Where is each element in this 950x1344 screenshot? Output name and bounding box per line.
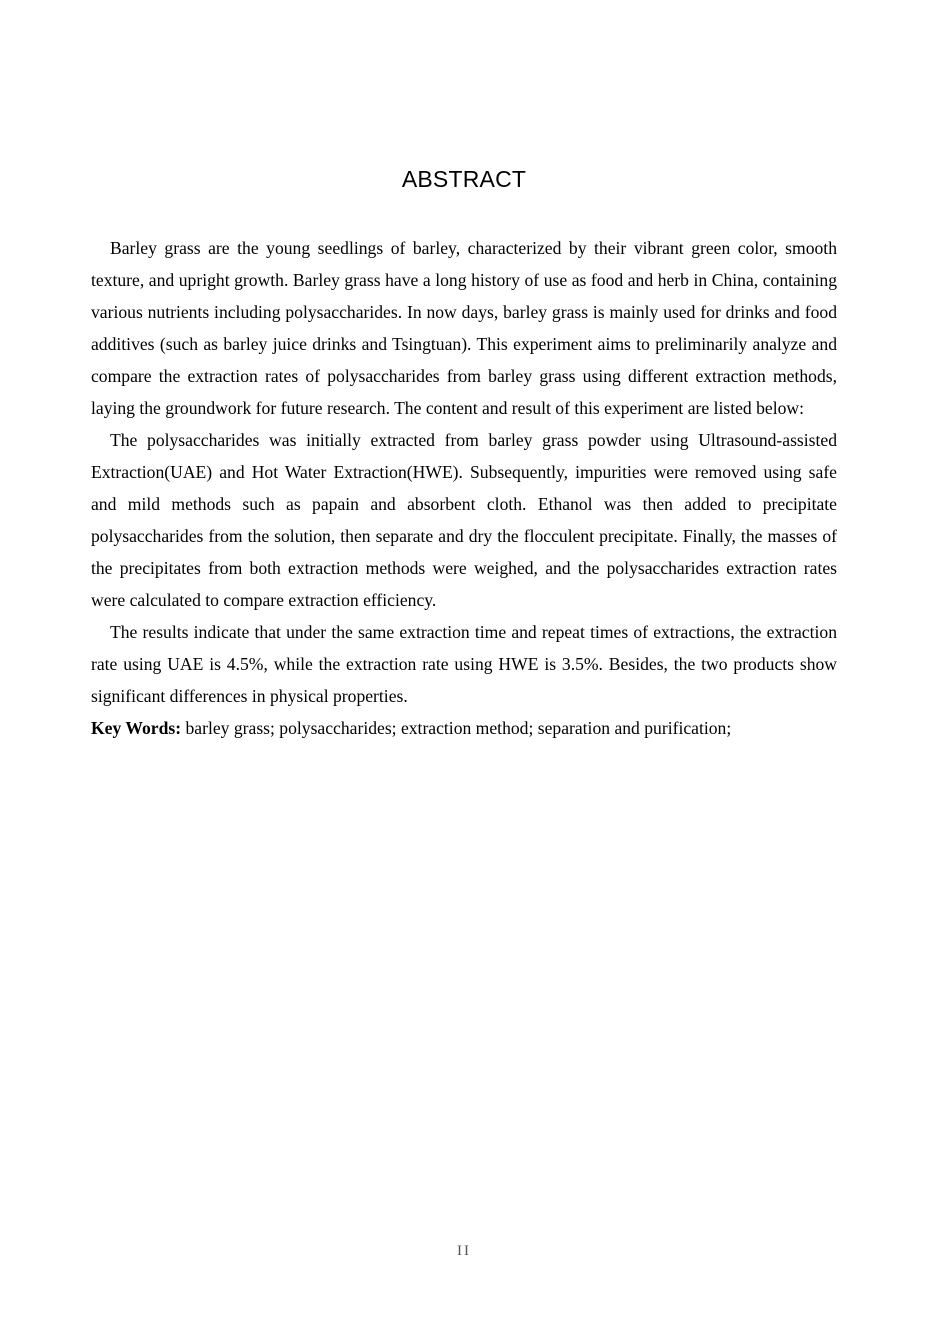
keywords-text: barley grass; polysaccharides; extraction method; separation and purification; <box>185 718 732 738</box>
abstract-paragraph-1: Barley grass are the young seedlings of barley, characterized by their vibrant green color, smooth texture, and upright growth. Barley grass have a long history of use as food and herb in China, containing various nutrients including polysaccharides. In now days, barley grass is mainly used for drinks and food additives (such as barley juice drinks and Tsingtuan). This experiment aims to preliminarily analyze and compare the extraction rates of polysaccharides from barley grass using different extraction methods, laying the groundwork for future research. The content and result of this experiment are listed below: <box>91 238 837 418</box>
abstract-paragraph-2: The polysaccharides was initially extracted from barley grass powder using Ultrasound-assisted Extraction(UAE) and Hot Water Extraction(HWE). Subsequently, impurities were removed using safe and mild methods such as papain and absorbent cloth. Ethanol was then added to precipitate polysaccharides from the solution, then separate and dry the flocculent precipitate. Finally, the masses of the precipitates from both extraction methods were weighed, and the polysaccharides extraction rates were calculated to compare extraction efficiency. <box>91 430 837 610</box>
keywords-label: Key Words: <box>91 718 182 738</box>
abstract-title: ABSTRACT <box>401 166 527 192</box>
abstract-body <box>91 232 837 744</box>
keywords-line <box>91 712 837 744</box>
abstract-paragraph-3: The results indicate that under the same extraction time and repeat times of extractions, the extraction rate using UAE is 4.5%, while the extraction rate using HWE is 3.5%. Besides, the two products show significant differences in physical properties. <box>91 622 837 706</box>
page-number: II <box>457 1243 471 1259</box>
